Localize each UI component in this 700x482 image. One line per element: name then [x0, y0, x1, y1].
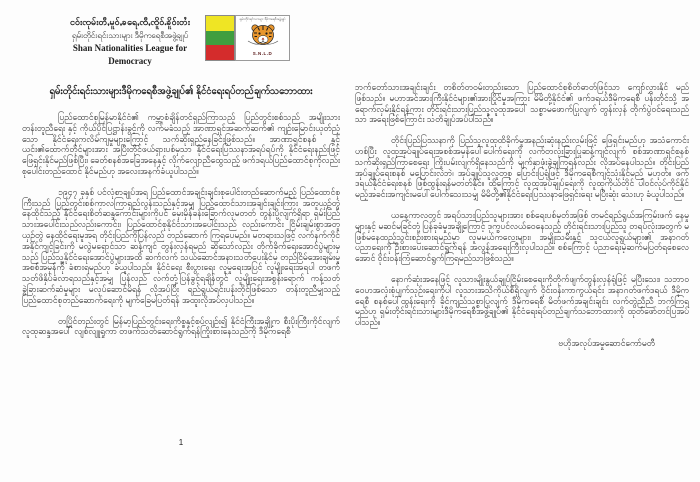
org-name-shan: ငဝ်းၸုမ်းတီႇမူဝ်ႇၶရေႇၸီႇၸိူဝ်ႉၶိူဝ်းတႆး: [69, 17, 191, 27]
page-number: 1: [178, 438, 184, 447]
flag-stripe-green: [206, 31, 234, 46]
snld-seal: [235, 15, 290, 61]
flag-stripe-red: [206, 45, 234, 60]
paragraph: တိုင်းပြည်ပြဿနာကို ပြည်သူလူထုထိခိုက်မှုအနည်းဆုံးနည်းလမ်းဖြင့် ဖြေရှင်းမည်ဟု အသံကောင်း ဟစ်ပြီး လူထုအုပ်ချုပ်ရေးအစစ်အမှန်ပေါ်ပေါက်ရေးကို လက်တလုံးခြားပြုဆန့်ကျင်လျက် စစ်အာဏာရှင်စနစ် သက်ဆိုးရှည်ကြာစေရေး ကြိုးပမ်းလျက်ရှိနေသည်ကို မျက်နှာဖုံးခွဲချကြရန်လည်း လိုအပ်နေပါသည်။ တိုင်းပြည်အုပ်ချုပ်ရေးစနစ် မပြောင်းလဲဘဲ၊ အုပ်ချုပ်သူလူတစု ပြောင်းပြရုံဖြင့် ဒီမိုကရေစီကျင့်သုံးနိုင်မည် မဟုတ်။ ဖက်ဒရယ်နိုင်ငံရေးစနစ် ဖြစ်ထွန်းရန်မတတ်နိုင်။ ထို့ကြောင့် လူထုအုပ်ချုပ်ရေးကို လူထုကိုယ်တိုင် ပါဝင်လုပ်ကိုင်နိုင်မည့်အခင်းအကျင်းမပေါ်ပေါက်သေးသမျှ မိမိတို့၏နိုင်ငံရေးပြဿနာဖြေရှင်းရေး မပြီးဆုံး သေးဟု ခံယူပါသည်။: [355, 135, 689, 200]
paragraph: ၁၉၄၇ ခုနှစ် ပင်လုံစာချုပ်အရ ပြည်ထောင်အချင်းချင်းစုပေါင်းတည်ဆောက်မည့် ပြည်ထောင်စုကြီးသည် ပြည်တွင်းစစ်ကာလကြာရှည်လွန်းသည်နှင့်အမျှ ပြည်ထောင်သားအချင်းချင်းကြား အတူယှဉ်တွဲနေထိုင်သည့် နိုင်ငံရေးစိတ်ဆန္ဒကောင်းများကိုပင် မှေးမှိန်ခန်းခြောက်လုမတတ် တွန်းပို့လျက်ရှိရာ ရှမ်းပြည်သားအပေါင်းသည်လည်းကောင်း၊ ပြည်ထောင်စုနိုင်ငံသားအပေါင်းသည် လည်းကောင်း ငြိမ်းချမ်းစွာအတူယှဉ်တွဲ နေထိုင်ရေးမူအရ တိုင်းပြည်ကိုပြန်လည် တည်ဆောက် ကြရပေမည်။ မတရားသဖြင့် လက်နက်ကိုင်အနိုင်ကျင့်ခြင်းကို မလွဲမရှောင်သာ ဆန့်ကျင် တွန်းလှန်ရမည် ဆိုသော်လည်း တိုက်ခိုက်ရေးအောင်ပွဲများမှသည် ပြည်သူ့နိုင်ငံရေးအောင်ပွဲများအထိ ဆက်လက် သယ်ဆောင်အနားသတ်ပေးနိုင်မှ တည်ငြိမ်အေးချမ်းမှု အစစ်အမှန်ကို ခံစားရမည်ဟု ခံယူပါသည်။ နိုင်ငံရေး စီးပွားရေး လူမှုရေးအပြင် လူမျိုးရေးအရပါ တဖက်သတ်ဖိနှိပ်ခံလာရသည်နှင့်အမျှ ပြန်လည် လက်တုံ့ပြန်ခွင့်ရချိန်တွင် လူမျိုးရေးအစွန်းရောက် ကန့်သတ်ခွဲခြားဆက်ဆံမှုများ မလုပ်ဆောင်မိရန် လိုအပ်ပြီး ရည်ရွယ်ရင်းပန်းတိုင်ဖြစ်သော တန်းတူညီမျှသည့်ပြည်ထောင်စုတည်ဆောက်ရေးကို မျက်ခြေမပြတ်ရန် အထူးလိုအပ်လှပါသည်။: [22, 186, 340, 305]
snld-flag-icon: [205, 15, 235, 61]
paragraph: ပြည်ထောင်စုမြန်မာနိုင်ငံ၏ ကမ္ဘာ့စံချိန်တင်ရှည်ကြာသည့် ပြည်တွင်းစစ်သည် အမျိုးသားတန်းတူညီရေး နှင့် ကိုယ်ပိုင်ပြဋ္ဌာန်းခွင့်ကို လက်မခံသည့် အာဏာရှင်အဆက်ဆက်၏ ကျဉ်းမြောင်းယုတ်ညံ့သော နိုင်ငံရေးကလိမ်ကျမှုများကြောင့် သက်ဆိုးရှည်နေခြင်းဖြစ်သည်။ အာဏာရှင်စနစ် နှင့် ယင်း၏ထောက်တိုင်များအား အပြီးတိုင်ဖယ်ရှားပစ်မှသာ နိုင်ငံရေးပြဿနာအရပ်ရပ်ကို နိုင်ငံရေးနည်းဖြင့် ဖြေရှင်းနိုင်မည်ဖြစ်ပြီး၊ ခေတ်စနစ်အခြေအနေနှင့် လိုက်လျောညီထွေသည့် ဖက်ဒရယ်ပြည်ထောင်စုကိုလည်း စုပေါင်းတည်ထောင် နိုင်မည်ဟု အလေးအနက်ခံယူပါသည်။: [22, 112, 340, 176]
tiger-icon: [246, 22, 280, 50]
page-1: [22, 14, 340, 476]
org-name-block: [55, 16, 205, 68]
seal-top-text: ရှမ်းတိုင်းရင်းသားများ ဒီမိုကရေစီအဖွဲ့ချုပ်: [239, 17, 286, 21]
page-2: [355, 82, 689, 476]
paragraph: နောက်ဆုံးအနေဖြင့် လူသားမျိုးနွယ်ချုပ်ငြိမ်းစေရေးကိုတိုက်ဖျက်တွန်းလှန်ရုံဖြင့် မပြီးသေး၊ သဘာဝ ဝေဟအလုံးစုံပျက်သုဉ်းရေးကိုပါ လူသားအသိကိုယ်စီရှိလျက် ဝိုင်းဝန်းကာကွယ်ရင်း အနာဂတ်ဖက်ဒရယ် ဒီမိုကရေစီ စနစ်ပေါ်ထွန်းရေးကို ခိုင်ကျည်သစ္စာပြုလျက် ဒီမိုကရေစီ မိတ်ဖက်အချင်းချင်း လက်တွဲညီညီ ဘက်ကြရမည်ဟု ရှမ်းတိုင်းရင်းသားများဒီမိုကရေစီအဖွဲ့ချုပ်၏ နိုင်ငံရေးရပ်တည်ချက်သဘောထားကို ထုတ်ဖော်တင်ပြအပ်ပါသည်။: [355, 273, 689, 328]
flag-stripe-yellow: [206, 16, 234, 31]
letterhead: [22, 14, 340, 66]
org-name-english: Shan Nationalities League for Democracy: [72, 43, 188, 66]
seal-abbreviation: S.N.L.D: [252, 51, 273, 56]
org-name-burmese: ရှမ်းတိုင်းရင်းသားများ ဒီမိုကရေစီအဖွဲ့ချုပ်: [71, 31, 189, 40]
document-title: ရှမ်းတိုင်းရင်းသားများဒီမိုကရေစီအဖွဲ့ချုပ်၏ နိုင်ငံရေးရပ်တည်ချက်သဘောထား: [49, 86, 313, 97]
signature: ဗဟိုအလုပ်အမှုဆောင်ကော်မတီ: [558, 337, 655, 348]
paragraph: ယနေ့ကာလတွင် အရပ်သားပြည်သူများအား စစ်ရေးပစ်မှတ်အဖြစ် တမင်ရည်ရွယ်အကြမ်းဖက် နေမှုများနှင့် မဆင်မခြင်တုံ့ပြန်ခုခံမှုအချို့ကြောင့် ဒုက္ခပင်လယ်ဝေနေသည့် တိုင်းရင်းသားပြည်သူ တရပ်လုံးအတွက် မဖြစ်မနေထည့်သွင်းစဉ်းစားရမည်မှာ လူမမယ်ကလေးများ၊ အမျိုးသမီးနှင့် သူငယ်လူရွယ်များ၏ အနာဂတ်ပညာရေးကို ဦးစားပေးဆောင်ရွက်ရန် အလွန်အရေးကြီးလှပါသည်။ စစ်ကြောင့် ပညာရေးမဲ့ဆက်မပြတ်ရစေလေအောင် ဝိုင်းဝန်းကြံဆောင်ရွက်ကြရမည်သာဖြစ်သည်။: [355, 209, 689, 264]
paragraph: တပြိုင်တည်းတွင် မြန်မာ့ပြည်တွင်းရေးကိစ္စနှင့်စပ်လျဉ်း၍ နိုင်ငံကြီးအချို့က စီးပိုးကြီးကိုင်လျက် လူထုဆန္ဒအပေါ် လျစ်လျူရှုကာ တဖက်သတ်ဆောင်ရွက်ရန်ကြိုးစားနေသည်ကို ဒီမိုကရေစီ: [22, 315, 340, 337]
paragraph: ဘက်တော်သားအချင်းချင်း တစိတ်တဝမ်းတည်းသော ပြည်ထောင်စုစိတ်ဓာတ်ဖြင့်သာ ကျော်လွှားနိုင် မည်ဖြစ်သည်။ မဟာအင်အားကြီးနိုင်ငံများ၏အားပြိုင်မှုအကြား မိမိတို့နိုင်ငံ၏ ဖက်ဒရယ်ဒီမိုကရေစီ ပန်းတိုင်သို့ အရောက်လှမ်းနိုင်ရန်ကား တိုင်းရင်းသားပြည်သူလူထုအပေါ် သစ္စာမဖောက်ပြုလျက် တွန်းလှန် တိုက်ပွဲဝင်ရေးသည်သာ အရေးဖြစ်ကြောင်း သတိချုပ်အပ်ပါသည်။: [355, 82, 689, 125]
